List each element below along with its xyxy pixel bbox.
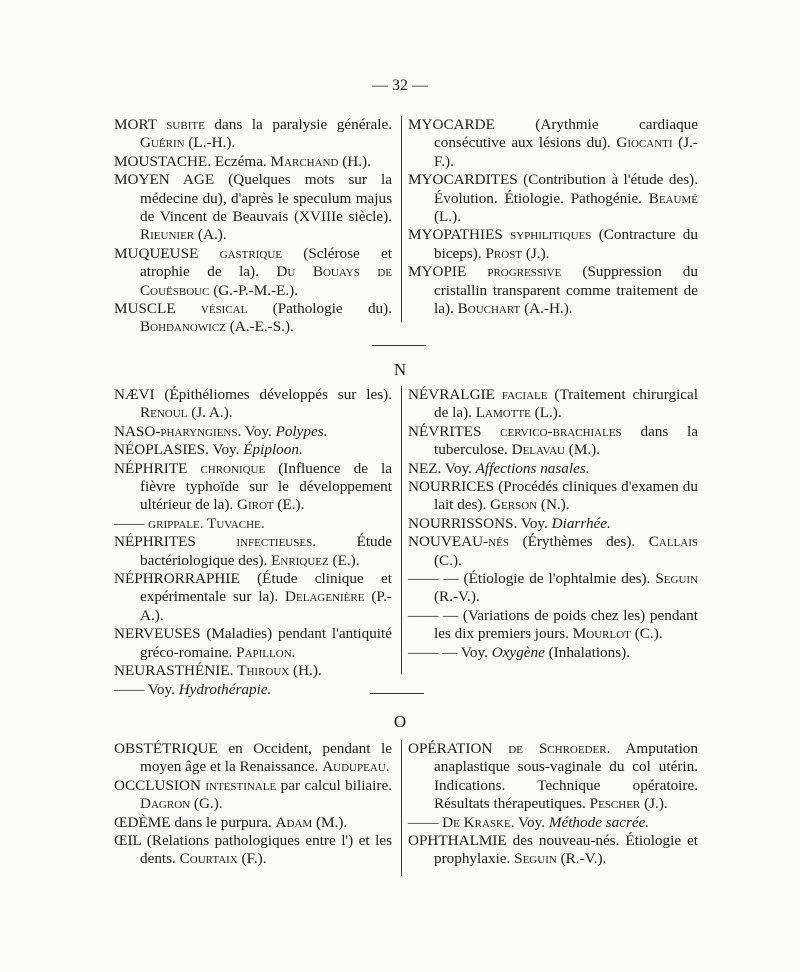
entry-text: (G.). — [190, 795, 223, 813]
index-entry — [408, 515, 698, 533]
entry-text: Épiploon. — [243, 441, 303, 459]
entry-text: —— — Voy. — [408, 643, 492, 661]
entry-text: MUSCLE — [114, 300, 201, 318]
index-entry — [408, 740, 698, 814]
entry-text: (A.). — [194, 226, 227, 244]
entry-text: . — [385, 758, 390, 776]
entry-text: Méthode sacrée. — [548, 813, 650, 831]
entry-text: (R.-V.). — [556, 850, 607, 868]
entry-text: progressive — [487, 263, 562, 281]
column-divider — [401, 740, 402, 876]
entry-text: Girot — [236, 496, 274, 514]
entry-text: Auduреau — [322, 758, 386, 776]
index-entry — [114, 533, 392, 570]
index-entry — [114, 777, 392, 814]
left-column — [114, 116, 392, 337]
entry-text: (M.). — [312, 813, 348, 831]
entry-text: NÉVRALGIE — [408, 386, 502, 403]
entry-text: Giocanti — [616, 134, 673, 152]
entry-text: MYOCARDE (Arythmie cardiaque consécutive aux lésions du). — [408, 116, 698, 152]
entry-text: OPHTHALMIE des nouveau-nés. Étiologie et prophylaxie. — [408, 832, 698, 868]
index-entry — [114, 832, 392, 869]
entry-text: (R.-V.). — [434, 588, 480, 606]
entry-text: MOUSTACHE. Eczéma. — [114, 152, 271, 170]
entry-text: —— — (Étiologie de l'ophtalmie des). — [408, 570, 656, 588]
entry-text: (A.-E.-S.). — [225, 318, 294, 336]
entry-text: OCCLUSION — [114, 776, 206, 794]
entry-text: (L.-H.). — [184, 134, 236, 152]
entry-text: Renoul — [140, 404, 188, 422]
entry-text: faciale — [501, 386, 548, 403]
entry-text: (Contracture du biceps). — [434, 226, 698, 262]
entry-text: NÉPHRORRAPHIE (Étude clinique et expérimentale sur la). — [114, 570, 392, 606]
section-heading-n: N — [393, 360, 407, 379]
entry-text: —— — [114, 514, 149, 532]
entry-text: (L.). — [530, 404, 562, 422]
entry-text: (G.-P.-M.-E.). — [209, 281, 299, 299]
entry-text: MYOPATHIES — [408, 226, 511, 244]
entry-text: . Amputation anaplastique sous-vaginale du col utérin. Indications. Technique opératoire. Résultats thérapeutiques. — [434, 740, 698, 813]
entry-text: NOUVEAU- — [408, 533, 489, 551]
entry-text: Callais — [648, 533, 698, 551]
entry-text: Enriquez — [271, 551, 329, 569]
entry-text: NASO- — [114, 422, 161, 440]
right-column — [408, 740, 698, 869]
entry-text: MOYEN AGE (Quelques mots sur la médecine du), d'après le speculum majus de Vincent de Beauvais (XVIIIe siècle). — [114, 171, 392, 226]
entry-text: Marchand — [270, 152, 339, 170]
entry-text: Lamotte — [475, 404, 531, 422]
entry-text: (C.). — [434, 551, 462, 569]
section-o — [108, 740, 700, 880]
entry-text: (N.). — [537, 496, 570, 514]
entry-text: (E.). — [273, 496, 305, 514]
entry-text: Seguin — [655, 570, 698, 588]
entry-text: NOURRICES (Procédés cliniques d'examen du lait des). — [408, 478, 698, 514]
entry-text: gastrique — [219, 244, 282, 262]
entry-text: cervico-brachiales — [500, 422, 622, 440]
section-rule — [372, 345, 426, 346]
entry-text: MORT — [114, 116, 167, 133]
entry-text: (Influence de la fièvre typhoïde sur le développement ultérieur de la). — [140, 459, 392, 514]
index-entry — [408, 171, 698, 226]
entry-text: Oxygène — [491, 643, 545, 661]
entry-text: (J.-F.). — [434, 134, 698, 170]
entry-text: (Traitement chirurgical de la). — [434, 386, 698, 422]
entry-text: (J.). — [640, 795, 668, 813]
entry-text: (J. A.). — [187, 404, 233, 422]
index-entry — [114, 625, 392, 662]
index-entry — [408, 423, 698, 460]
index-entry — [408, 460, 698, 478]
entry-text: OBSTÉTRIQUE en Occident, pendant le moyen âge et la Renaissance. — [114, 740, 392, 776]
entry-text: (E.). — [328, 551, 360, 569]
section-rule — [370, 693, 424, 694]
entry-text: (Inhalations). — [544, 643, 631, 661]
entry-text: NÉVRITES — [408, 422, 501, 440]
entry-text: NÆVI (Épithéliomes développés sur les). — [114, 386, 392, 403]
index-entry — [408, 644, 698, 662]
entry-text: OPÉRATION — [408, 740, 509, 757]
entry-text: . Voy. — [510, 813, 549, 831]
entry-text: . Voy. — [237, 422, 276, 440]
index-entry — [114, 460, 392, 515]
index-entry — [408, 533, 698, 570]
index-entry — [408, 386, 698, 423]
entry-text: NEURASTHÉNIE. — [114, 662, 238, 680]
entry-text: MYOPIE — [408, 263, 488, 281]
index-entry — [114, 515, 392, 533]
entry-text: (Suppression du cristallin transparent comme traitement de la). — [434, 263, 698, 318]
entry-text: Dagron — [140, 795, 191, 813]
entry-text: infectieuses — [236, 533, 313, 551]
entry-text: intestinale — [205, 776, 277, 794]
entry-text: (Sclérose et atrophie de la). — [140, 244, 392, 281]
entry-text: MYOCARDITES (Contribution à l'étude des). Évolution. Étiologie. Pathogénie. — [408, 171, 698, 207]
entry-text: NOURRISSONS. Voy. — [408, 514, 552, 532]
entry-text: vésical — [200, 300, 248, 318]
entry-text: subite — [166, 116, 205, 133]
index-entry — [408, 607, 698, 644]
entry-text: (H.). — [338, 152, 371, 170]
entry-text: nés — [488, 533, 509, 551]
entry-text: de Schroeder — [508, 740, 607, 757]
entry-text: Courtaix — [179, 850, 238, 868]
entry-text: Bouchart — [457, 300, 521, 318]
entry-text: Mourlot — [572, 625, 631, 643]
index-entry — [114, 814, 392, 832]
entry-text: (Érythèmes des). — [508, 533, 649, 551]
entry-text: Rieunier — [140, 226, 195, 244]
entry-text: NÉOPLASIES. Voy. — [114, 441, 244, 459]
index-entry — [114, 171, 392, 245]
entry-text: (A.-H.). — [520, 300, 573, 318]
entry-text: Prost — [485, 244, 523, 262]
entry-text: —— — [408, 813, 443, 831]
page-number: — 32 — — [372, 77, 428, 94]
index-entry — [408, 263, 698, 318]
entry-text: NÉPHRITE — [114, 459, 201, 477]
entry-text: Bohdanowicz — [140, 318, 226, 336]
entry-text: NERVEUSES (Maladies) pendant l'antiquité gréco-romaine. — [114, 625, 392, 661]
index-entry — [408, 478, 698, 515]
entry-text: Gerson — [490, 496, 538, 514]
entry-text: ŒIL (Relations pathologiques entre l') et les dents. — [114, 832, 392, 868]
entry-text: chronique — [200, 459, 266, 477]
entry-text: Adam — [275, 813, 313, 831]
entry-text: Pescher — [589, 795, 641, 813]
index-entry — [114, 423, 392, 441]
entry-text: dans la paralysie générale. — [204, 116, 393, 133]
entry-text: NEZ. Voy. — [408, 459, 476, 477]
entry-text: —— — (Variations de poids chez les) pendant les dix premiers jours. — [408, 606, 698, 643]
entry-text: Seguin — [514, 850, 557, 868]
entry-text: Delavau — [511, 441, 565, 459]
index-entry — [408, 832, 698, 869]
index-entry — [114, 681, 392, 699]
entry-text: (F.). — [237, 850, 267, 868]
index-entry — [114, 300, 392, 337]
entry-text: syphilitiques — [510, 226, 592, 244]
column-divider — [401, 116, 402, 322]
right-column — [408, 386, 698, 662]
entry-text: —— Voy. — [114, 680, 179, 698]
entry-text: MUQUEUSE — [114, 244, 220, 262]
entry-text: pharyngiens — [160, 422, 238, 440]
entry-text: (H.). — [289, 662, 322, 680]
index-entry — [114, 740, 392, 777]
section-m — [108, 116, 700, 336]
index-entry — [114, 245, 392, 300]
index-entry — [114, 153, 392, 171]
index-entry — [114, 116, 392, 153]
index-entry — [114, 386, 392, 423]
entry-text: De Kraske — [442, 813, 511, 831]
entry-text: Du Bouays de Couësbouc — [140, 263, 392, 299]
index-entry — [114, 441, 392, 459]
column-divider — [401, 386, 402, 674]
entry-text: Papillon. — [236, 643, 296, 661]
right-column — [408, 116, 698, 318]
entry-text: Hydrothérapie. — [178, 680, 272, 698]
entry-text: Guérin — [140, 134, 185, 152]
entry-text: (J.). — [522, 244, 550, 262]
entry-text: Thiroux — [237, 662, 290, 680]
entry-text: Delagenière — [285, 588, 365, 606]
index-entry — [408, 814, 698, 832]
entry-text: (C.). — [630, 625, 663, 643]
entry-text: (M.). — [564, 441, 600, 459]
entry-text: Beaumé — [648, 189, 698, 207]
entry-text: . Étude bactériologique des). — [140, 533, 392, 569]
left-column — [114, 740, 392, 869]
index-entry — [408, 226, 698, 263]
section-heading-o: O — [393, 712, 407, 731]
index-entry — [408, 570, 698, 607]
entry-text: grippale. Tuvache. — [148, 514, 265, 532]
entry-text: (Pathologie du). — [247, 300, 393, 318]
entry-text: dans la tuberculose. — [434, 422, 698, 459]
section-n — [108, 386, 700, 698]
entry-text: Affections nasales. — [475, 459, 590, 477]
left-column — [114, 386, 392, 699]
entry-text: (P.-A.). — [140, 588, 392, 624]
entry-text: ŒDÈME dans le purpura. — [114, 813, 276, 831]
index-entry — [408, 116, 698, 171]
entry-text: Polypes. — [275, 422, 328, 440]
entry-text: NÉPHRITES — [114, 533, 237, 551]
entry-text: Diarrhée. — [551, 514, 611, 532]
entry-text: (L.). — [434, 208, 461, 226]
index-entry — [114, 662, 392, 680]
entry-text: par calcul biliaire. — [276, 776, 392, 794]
index-entry — [114, 570, 392, 625]
